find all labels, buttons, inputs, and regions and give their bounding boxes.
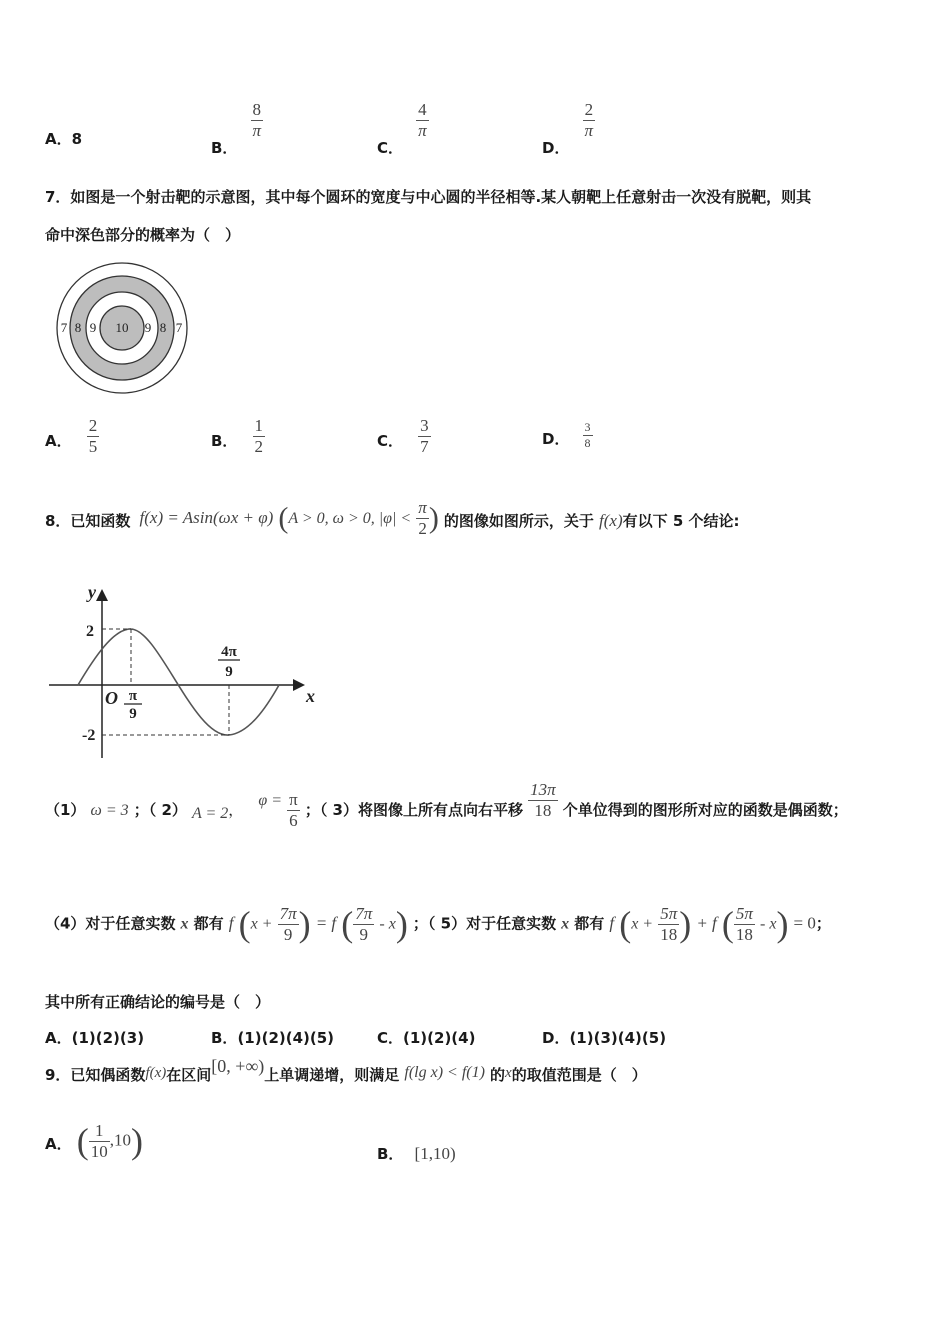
c3-tail: 个单位得到的图形所对应的函数是偶函数； [562, 801, 848, 819]
fraction [416, 498, 429, 539]
numerator: 2 [88, 416, 98, 435]
denominator: 18 [658, 924, 679, 945]
numerator: 5π [735, 903, 753, 923]
option-label: A． [45, 130, 72, 148]
fraction [278, 904, 299, 945]
option-value: [1,10) [414, 1144, 456, 1163]
target-label: 8 [74, 320, 82, 335]
c4-label: （4）对于任意实数 [45, 914, 176, 933]
q8-stem [45, 498, 740, 539]
x-label: x [306, 686, 315, 706]
q8-conclusions-4-5 [45, 903, 831, 945]
paren-right: ) [298, 904, 311, 944]
option-label: A． [45, 1029, 72, 1047]
c5-label: ；（ 5）对于任意实数 [412, 914, 557, 933]
q7-option-a[interactable] [45, 416, 99, 457]
option-label: B． [377, 1145, 404, 1163]
paren-right: ) [776, 904, 789, 944]
numerator: 8 [252, 100, 262, 119]
q8-prefix: 8．已知函数 [45, 512, 131, 530]
q6-option-b[interactable] [211, 100, 263, 157]
target-label: 10 [115, 320, 129, 335]
numerator: 2 [584, 100, 594, 119]
target-label: 7 [60, 320, 68, 335]
q6-option-c[interactable] [377, 100, 429, 157]
fraction [253, 416, 266, 457]
numerator: 4 [418, 100, 427, 119]
sine-graph [44, 578, 334, 763]
numerator: π [289, 790, 298, 809]
fraction [287, 790, 300, 831]
q8-condition: A > 0, ω > 0, |φ| < [288, 510, 412, 527]
fraction [583, 420, 593, 451]
target-label: 9 [144, 320, 152, 335]
paren-left: ( [341, 904, 354, 944]
q7-option-b[interactable] [211, 416, 265, 457]
origin-label: O [105, 688, 118, 708]
q8-option-d[interactable] [542, 1027, 666, 1048]
denominator: 7 [420, 437, 429, 456]
c5-x2: - x [760, 915, 777, 933]
q9-mid3: 的 [490, 1066, 506, 1084]
q7-option-c[interactable] [377, 416, 431, 457]
denominator: 9 [353, 924, 374, 945]
denominator: 6 [287, 810, 300, 831]
c5-plus: + f [696, 913, 717, 933]
c4-x2: - x [379, 915, 396, 933]
sine-curve [78, 629, 279, 735]
option-label: D． [542, 1029, 570, 1047]
c4-eq: = f [315, 913, 337, 933]
q9-mid1: 在区间 [166, 1066, 212, 1084]
option-value: (1)(3)(4)(5) [569, 1029, 667, 1047]
var-x: x [561, 915, 570, 933]
q7-text-line1: 7．如图是一个射击靶的示意图，其中每个圆环的宽度与中心圆的半径相等.某人朝靶上任意射击一次没有脱靶，则其 [45, 188, 812, 206]
x-tick1-den: 9 [129, 706, 137, 722]
target-label: 9 [89, 320, 97, 335]
q6-option-d[interactable] [542, 100, 595, 157]
paren-right: ) [395, 904, 408, 944]
option-label: C． [377, 139, 404, 157]
target-figure [55, 262, 189, 396]
q8-option-a[interactable] [45, 1027, 144, 1048]
q8-option-c[interactable] [377, 1027, 475, 1048]
fraction [658, 904, 679, 945]
fraction [528, 780, 558, 821]
var-x: x [180, 915, 189, 933]
paren-left: ( [721, 904, 734, 944]
q9-option-b[interactable] [377, 1143, 456, 1164]
y-tick-top: 2 [86, 623, 94, 640]
paren-right: ) [428, 501, 439, 535]
c4-f: f [228, 913, 234, 933]
denominator: 2 [416, 518, 429, 539]
q9-fx: f(x) [145, 1065, 167, 1081]
numerator: π [418, 498, 427, 517]
option-value: 8 [71, 130, 83, 148]
q8-mid: 的图像如图所示，关于 [443, 512, 594, 530]
phi-eq: φ = [258, 792, 283, 809]
fraction [583, 100, 596, 141]
c4-x1: x + [250, 915, 273, 933]
x-tick2-num: 4π [221, 644, 237, 660]
numerator: 3 [420, 416, 429, 435]
denominator: 10 [90, 1141, 108, 1161]
option-tail: ,10 [109, 1130, 131, 1150]
denominator: 5 [88, 437, 98, 456]
c5-mid: 都有 [574, 914, 605, 933]
denominator: 9 [278, 924, 299, 945]
c2-label: ；（ 2） [133, 801, 187, 819]
x-tick1-num: π [128, 688, 138, 704]
q9-option-a[interactable] [45, 1120, 143, 1162]
q8-fx: f(x) [599, 511, 623, 530]
option-label: C． [377, 1029, 404, 1047]
paren-right: ) [130, 1121, 143, 1161]
separator: ， [228, 801, 244, 819]
fraction [251, 100, 264, 141]
q9-suffix: 的取值范围是（ ） [511, 1066, 647, 1084]
target-label: 7 [175, 320, 183, 335]
numerator: 7π [279, 903, 297, 923]
fraction [416, 100, 429, 141]
c2-math: A = 2 [191, 805, 229, 822]
q6-option-a[interactable] [45, 128, 82, 149]
paren-left: ( [619, 904, 632, 944]
option-value: (1)(2)(3) [71, 1029, 145, 1047]
q9-mid2: 上单调递增，则满足 [264, 1066, 400, 1084]
option-label: B． [211, 1029, 238, 1047]
paren-left: ( [278, 501, 289, 535]
numerator: 3 [584, 420, 591, 434]
denominator: π [584, 121, 594, 140]
denominator: π [252, 121, 262, 140]
denominator: π [418, 121, 427, 140]
denominator: 8 [584, 436, 591, 450]
q9-prefix: 9．已知偶函数 [45, 1066, 146, 1084]
denominator: 2 [254, 437, 264, 456]
fraction [87, 416, 100, 457]
fraction [89, 1121, 110, 1162]
denominator: 18 [528, 800, 558, 821]
numerator: 1 [254, 416, 264, 435]
x-tick2-den: 9 [225, 664, 233, 680]
c1-math: ω = 3 [90, 802, 129, 819]
numerator: 13π [530, 780, 556, 799]
option-label: A． [45, 1134, 72, 1153]
c5-end: ； [815, 914, 831, 933]
target-label: 8 [159, 320, 167, 335]
q8-suffix: 有以下 5 个结论: [622, 512, 740, 530]
q7-text-line2: 命中深色部分的概率为（ ） [45, 226, 241, 244]
c5-f: f [609, 913, 615, 933]
option-label: B． [211, 432, 238, 450]
option-label: A． [45, 432, 72, 450]
q8-question: 其中所有正确结论的编号是（ ） [45, 993, 271, 1011]
q8-function: f(x) = Asin(ωx + φ) [139, 508, 274, 527]
q7-option-d[interactable] [542, 420, 593, 451]
option-value: (1)(2)(4) [403, 1029, 476, 1047]
option-label: D． [542, 430, 570, 448]
c5-x1: x + [631, 915, 654, 933]
paren-left: ( [238, 904, 251, 944]
option-label: C． [377, 432, 404, 450]
q9-interval: [0, +∞) [211, 1056, 265, 1076]
y-label: y [88, 582, 96, 602]
numerator: 5π [660, 903, 678, 923]
c1-label: （1） [45, 801, 86, 819]
fraction [734, 904, 755, 945]
fraction [353, 904, 374, 945]
q9-x: x [505, 1065, 512, 1081]
fraction [418, 416, 431, 457]
c4-mid: 都有 [193, 914, 224, 933]
c3-text: ；（ 3）将图像上所有点向右平移 [304, 801, 523, 819]
denominator: 18 [734, 924, 755, 945]
option-value: (1)(2)(4)(5) [237, 1029, 335, 1047]
numerator: 7π [355, 903, 373, 923]
c5-eq: = 0 [793, 913, 816, 933]
option-label: B． [211, 139, 238, 157]
paren-right: ) [679, 904, 692, 944]
y-tick-bottom: -2 [82, 727, 96, 744]
option-label: D． [542, 139, 570, 157]
q9-inequality: f(lg x) < f(1) [404, 1064, 485, 1081]
paren-left: ( [76, 1121, 89, 1161]
numerator: 1 [94, 1120, 104, 1140]
q8-option-b[interactable] [211, 1027, 334, 1048]
q9-stem [45, 1056, 647, 1085]
